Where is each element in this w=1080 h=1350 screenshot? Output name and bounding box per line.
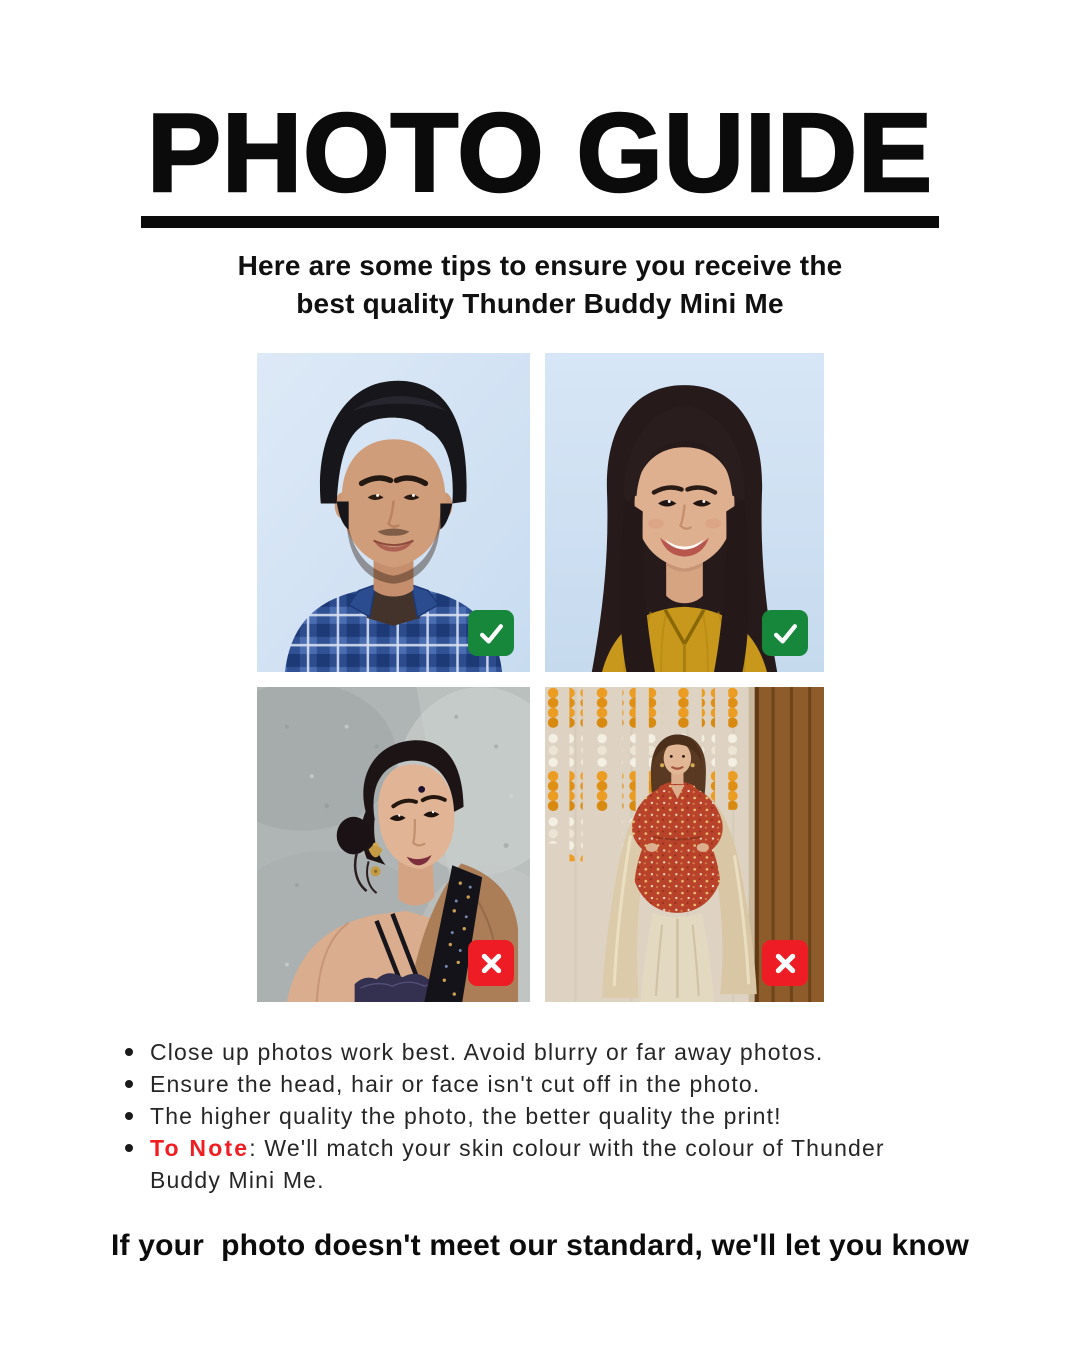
subtitle-line-2: best quality Thunder Buddy Mini Me	[296, 288, 784, 319]
cross-icon	[769, 947, 802, 980]
photo-example-bad-2	[545, 687, 824, 1002]
photo-examples-grid	[257, 353, 824, 1002]
approved-badge	[468, 610, 514, 656]
tip-text: The higher quality the photo, the better quality the print!	[150, 1103, 782, 1129]
tip-text: Ensure the head, hair or face isn't cut off in the photo.	[150, 1071, 761, 1097]
tip-item-higher-quality	[122, 1100, 922, 1132]
photo-example-good-1	[257, 353, 530, 672]
photo-example-bad-1	[257, 687, 530, 1002]
tips-list	[122, 1036, 922, 1196]
approved-badge	[762, 610, 808, 656]
cross-icon	[475, 947, 508, 980]
tip-item-close-up	[122, 1036, 922, 1068]
tip-item-to-note	[122, 1132, 922, 1196]
check-icon	[475, 617, 508, 650]
page-title: PHOTO GUIDE	[141, 98, 939, 228]
subtitle-line-1: Here are some tips to ensure you receive the	[237, 250, 843, 281]
tip-text: : We'll match your skin colour with the colour of Thunder Buddy Mini Me.	[150, 1135, 885, 1193]
rejected-badge	[762, 940, 808, 986]
tip-text: Close up photos work best. Avoid blurry or far away photos.	[150, 1039, 824, 1065]
tip-item-head-not-cut-off	[122, 1068, 922, 1100]
photo-example-good-2	[545, 353, 824, 672]
rejected-badge	[468, 940, 514, 986]
footer-note: If your photo doesn't meet our standard, we'll let you know	[110, 1229, 969, 1262]
header	[0, 91, 1080, 228]
subtitle	[0, 247, 1080, 323]
check-icon	[769, 617, 802, 650]
to-note-label: To Note	[150, 1135, 250, 1161]
